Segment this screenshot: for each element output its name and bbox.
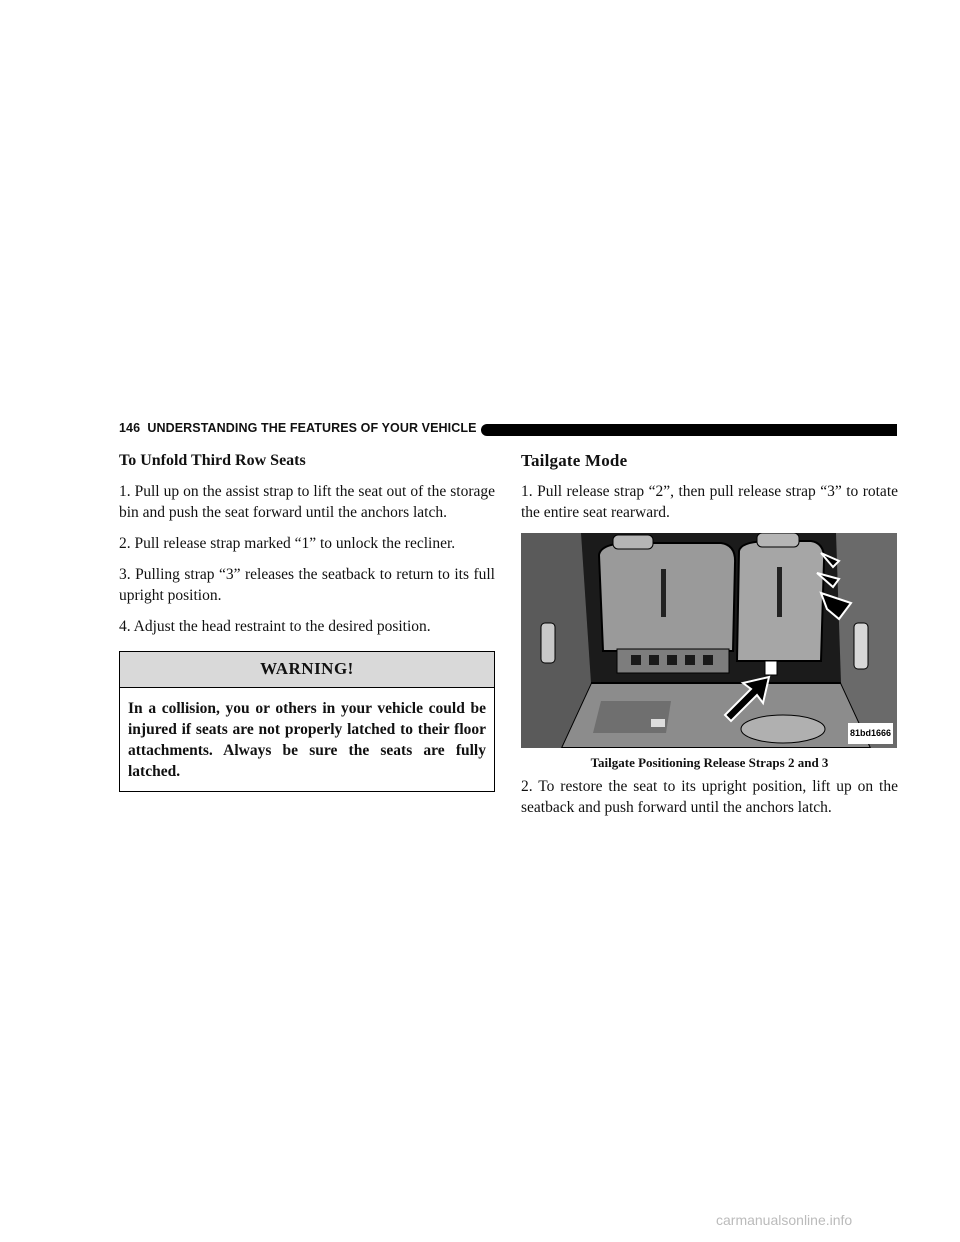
watermark: carmanualsonline.info — [716, 1212, 853, 1228]
unfold-step-2: 2. Pull release strap marked “1” to unlock the recliner. — [119, 535, 456, 552]
page-header — [119, 420, 897, 440]
warning-title: WARNING! — [120, 652, 494, 688]
unfold-heading: To Unfold Third Row Seats — [119, 452, 306, 469]
page-header-text — [119, 421, 477, 435]
unfold-step-4: 4. Adjust the head restraint to the desired position. — [119, 618, 431, 635]
header-rule — [487, 424, 897, 436]
figure-caption: Tailgate Positioning Release Straps 2 and 3 — [590, 755, 829, 770]
figure-id: 81bd1666 — [848, 723, 893, 744]
seat-illustration-drawing — [521, 533, 897, 748]
tailgate-step-1: 1. Pull release strap “2”, then pull release strap “3” to rotate the entire seat rearward. — [521, 483, 898, 521]
section-title: UNDERSTANDING THE FEATURES OF YOUR VEHICLE — [147, 421, 477, 435]
warning-text: In a collision, you or others in your vehicle could be injured if seats are not properly latched to their floor attachments. Always be sure the seats are fully latched. — [128, 700, 486, 780]
unfold-step-1: 1. Pull up on the assist strap to lift the seat out of the storage bin and push the seat forward until the anchors latch. — [119, 483, 495, 521]
tailgate-step-2: 2. To restore the seat to its upright position, lift up on the seatback and push forward until the anchors latch. — [521, 778, 898, 816]
left-column — [119, 450, 495, 792]
tailgate-heading: Tailgate Mode — [521, 451, 628, 470]
unfold-step-3: 3. Pulling strap “3” releases the seatback to return to its full upright position. — [119, 566, 495, 604]
warning-box — [119, 651, 495, 792]
cargo-seat-illustration — [521, 533, 897, 748]
page-number: 146 — [119, 421, 141, 435]
right-column — [521, 450, 898, 828]
